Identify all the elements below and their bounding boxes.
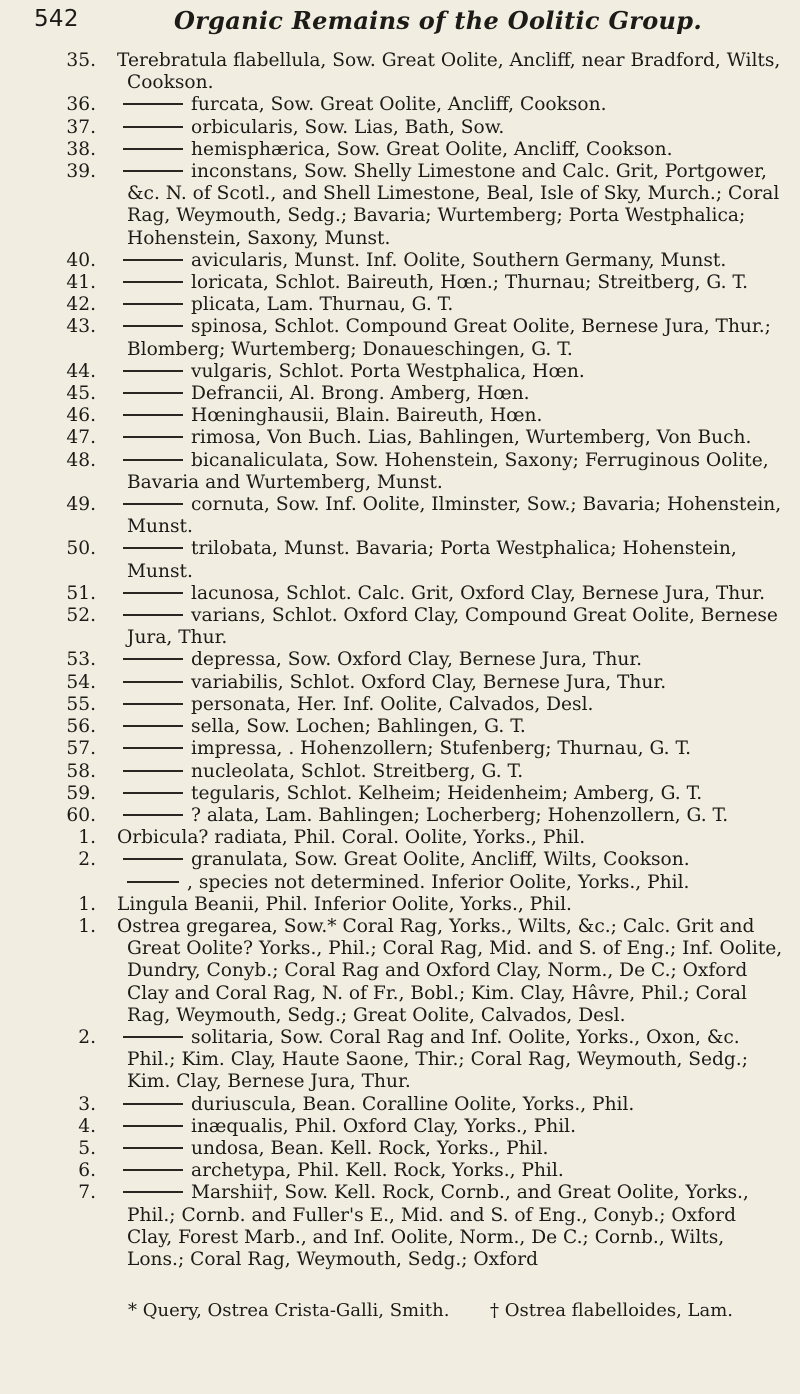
ditto-rule [123, 703, 183, 705]
entry-number: 7. [78, 1182, 96, 1204]
species-entry [0, 294, 784, 316]
ditto-rule [123, 259, 183, 261]
entry-text: Orbicula? radiata, Phil. Coral. Oolite, Yorks., Phil. [117, 827, 586, 849]
entry-text: Terebratula flabellula, Sow. Great Oolite, Ancliff, near Bradford, Wilts, Cookson. [117, 50, 781, 94]
species-entry [0, 117, 784, 139]
entry-number: 37. [66, 116, 96, 138]
species-entry [0, 849, 784, 871]
species-entry [0, 494, 784, 538]
entry-text: cornuta, Sow. Inf. Oolite, Ilminster, Sow.; Bavaria; Hohenstein, Munst. [127, 494, 782, 538]
species-entry [0, 583, 784, 605]
species-entry [0, 694, 784, 716]
entry-text: granulata, Sow. Great Oolite, Ancliff, Wilts, Cookson. [191, 849, 690, 871]
species-entry [0, 1182, 784, 1271]
species-entry [0, 605, 784, 649]
species-entry [0, 1116, 784, 1138]
ditto-rule [123, 459, 183, 461]
ditto-rule [127, 881, 179, 883]
entry-text: duriuscula, Bean. Coralline Oolite, Yorks., Phil. [191, 1093, 635, 1115]
species-entry [0, 649, 784, 671]
species-entry [0, 827, 784, 849]
species-entry [0, 427, 784, 449]
entry-number: 4. [78, 1115, 96, 1137]
ditto-rule [123, 814, 183, 816]
entry-text: lacunosa, Schlot. Calc. Grit, Oxford Clay, Bernese Jura, Thur. [191, 582, 766, 604]
entry-number: 40. [66, 249, 96, 271]
entry-text: undosa, Bean. Kell. Rock, Yorks., Phil. [191, 1137, 549, 1159]
entry-text: Hœninghausii, Blain. Baireuth, Hœn. [191, 405, 543, 427]
entry-number: 45. [66, 383, 96, 405]
entry-text: Marshii†, Sow. Kell. Rock, Cornb., and Great Oolite, Yorks., Phil.; Cornb. and Fuller's E., Mid. and S. of Eng., Conyb.; Oxford Clay, Forest Marb., and Inf. Oolite, Norm., De C.; Cornb., Wilts, Lons.; Coral Rag, Weymouth, Sedg.; Oxford [127, 1182, 749, 1270]
ditto-rule [123, 792, 183, 794]
ditto-rule [123, 170, 183, 172]
entry-text: plicata, Lam. Thurnau, G. T. [191, 294, 454, 316]
species-entry [0, 716, 784, 738]
ditto-rule [123, 436, 183, 438]
entry-text: variabilis, Schlot. Oxford Clay, Bernese Jura, Thur. [191, 671, 667, 693]
species-entry [0, 361, 784, 383]
entry-text: nucleolata, Schlot. Streitberg, G. T. [191, 760, 524, 782]
ditto-rule [123, 370, 183, 372]
footnote-1: * Query, Ostrea Crista-Galli, Smith. [128, 1300, 450, 1321]
ditto-rule [123, 103, 183, 105]
entry-number: 48. [66, 449, 96, 471]
entry-number: 59. [66, 782, 96, 804]
species-entry [0, 872, 784, 894]
ditto-rule [123, 414, 183, 416]
entry-text: loricata, Schlot. Baireuth, Hœn.; Thurnau; Streitberg, G. T. [191, 272, 748, 294]
entry-text: depressa, Sow. Oxford Clay, Bernese Jura, Thur. [191, 649, 643, 671]
species-entry [0, 1027, 784, 1094]
ditto-rule [123, 126, 183, 128]
species-entry [0, 272, 784, 294]
entry-number: 54. [66, 671, 96, 693]
species-entry [0, 316, 784, 360]
species-entry [0, 672, 784, 694]
entry-number: 2. [78, 849, 96, 871]
entry-text: inconstans, Sow. Shelly Limestone and Calc. Grit, Portgower, &c. N. of Scotl., and Shell Limestone, Beal, Isle of Sky, Murch.; Coral Rag, Weymouth, Sedg.; Bavaria; Wurtemberg; Porta Westphalica; Hohenstein, Saxony, Munst. [127, 161, 780, 249]
entry-text: orbicularis, Sow. Lias, Bath, Sow. [191, 116, 505, 138]
ditto-rule [123, 392, 183, 394]
entry-number: 51. [66, 582, 96, 604]
species-entry [0, 94, 784, 116]
entry-number: 1. [78, 827, 96, 849]
ditto-rule [123, 747, 183, 749]
ditto-rule [123, 858, 183, 860]
ditto-rule [123, 1147, 183, 1149]
entry-text: sella, Sow. Lochen; Bahlingen, G. T. [191, 716, 526, 738]
ditto-rule [123, 681, 183, 683]
entry-number: 39. [66, 161, 96, 183]
entry-number: 3. [78, 1093, 96, 1115]
entry-number: 5. [78, 1137, 96, 1159]
entry-number: 56. [66, 716, 96, 738]
running-title: Organic Remains of the Oolitic Group. [174, 6, 703, 35]
entry-text: rimosa, Von Buch. Lias, Bahlingen, Wurtemberg, Von Buch. [191, 427, 752, 449]
species-entry [0, 738, 784, 760]
entry-text: archetypa, Phil. Kell. Rock, Yorks., Phil. [191, 1160, 564, 1182]
species-entry [0, 1160, 784, 1182]
ditto-rule [123, 1169, 183, 1171]
ditto-rule [123, 547, 183, 549]
entry-text: varians, Schlot. Oxford Clay, Compound Great Oolite, Bernese Jura, Thur. [127, 605, 778, 649]
species-entry [0, 161, 784, 250]
entry-number: 47. [66, 427, 96, 449]
entry-number: 53. [66, 649, 96, 671]
species-entry [0, 894, 784, 916]
entry-number: 1. [78, 893, 96, 915]
entry-text: impressa, . Hohenzollern; Stufenberg; Thurnau, G. T. [191, 738, 692, 760]
entry-number: 43. [66, 316, 96, 338]
species-entry [0, 383, 784, 405]
entry-text: tegularis, Schlot. Kelheim; Heidenheim; Amberg, G. T. [191, 782, 703, 804]
ditto-rule [123, 503, 183, 505]
species-entry [0, 405, 784, 427]
footnote-2: † Ostrea flabelloides, Lam. [490, 1300, 734, 1321]
ditto-rule [123, 148, 183, 150]
ditto-rule [123, 658, 183, 660]
species-entry [0, 139, 784, 161]
entry-number: 57. [66, 738, 96, 760]
species-list [0, 50, 784, 1271]
entry-number: 2. [78, 1026, 96, 1048]
entry-number: 52. [66, 605, 96, 627]
entry-text: Defrancii, Al. Brong. Amberg, Hœn. [191, 383, 530, 405]
ditto-rule [123, 770, 183, 772]
species-entry [0, 50, 784, 94]
entry-text: Ostrea gregarea, Sow.* Coral Rag, Yorks., Wilts, &c.; Calc. Grit and Great Oolite? Yorks., Phil.; Coral Rag, Mid. and S. of Eng.; Inf. Oolite, Dundry, Conyb.; Coral Rag and Oxford Clay, Norm., De C.; Oxford Clay and Coral Rag, N. of Fr., Bobl.; Kim. Clay, Hâvre, Phil.; Coral Rag, Weymouth, Sedg.; Great Oolite, Calvados, Desl. [117, 915, 783, 1026]
entry-number: 35. [66, 50, 96, 71]
entry-number: 6. [78, 1160, 96, 1182]
entry-text: spinosa, Schlot. Compound Great Oolite, Bernese Jura, Thur.; Blomberg; Wurtemberg; Donaueschingen, G. T. [127, 316, 771, 360]
entry-number: 38. [66, 138, 96, 160]
ditto-rule [123, 614, 183, 616]
entry-text: solitaria, Sow. Coral Rag and Inf. Oolite, Yorks., Oxon, &c. Phil.; Kim. Clay, Haute Saone, Thir.; Coral Rag, Weymouth, Sedg.; Kim. Clay, Bernese Jura, Thur. [127, 1026, 748, 1093]
entry-text: trilobata, Munst. Bavaria; Porta Westphalica; Hohenstein, Munst. [127, 538, 737, 582]
entry-number: 50. [66, 538, 96, 560]
entry-text: bicanaliculata, Sow. Hohenstein, Saxony; Ferruginous Oolite, Bavaria and Wurtemberg, Munst. [127, 449, 769, 493]
entry-text: hemisphærica, Sow. Great Oolite, Ancliff, Cookson. [191, 138, 673, 160]
page-header [34, 6, 780, 44]
entry-text: personata, Her. Inf. Oolite, Calvados, Desl. [191, 693, 594, 715]
species-entry [0, 1094, 784, 1116]
entry-number: 1. [78, 915, 96, 937]
ditto-rule [123, 1125, 183, 1127]
species-entry [0, 916, 784, 1027]
ditto-rule [123, 303, 183, 305]
entry-text: Lingula Beanii, Phil. Inferior Oolite, Yorks., Phil. [117, 893, 572, 915]
entry-number: 36. [66, 94, 96, 116]
ditto-rule [123, 592, 183, 594]
entry-text: furcata, Sow. Great Oolite, Ancliff, Cookson. [191, 94, 607, 116]
species-entry [0, 250, 784, 272]
entry-text: avicularis, Munst. Inf. Oolite, Southern Germany, Munst. [191, 249, 727, 271]
species-entry [0, 783, 784, 805]
species-entry [0, 538, 784, 582]
entry-number: 44. [66, 360, 96, 382]
entry-number: 49. [66, 494, 96, 516]
page-number: 542 [34, 6, 79, 32]
species-entry [0, 1138, 784, 1160]
species-entry [0, 450, 784, 494]
ditto-rule [123, 1191, 183, 1193]
footnotes [128, 1300, 780, 1321]
species-entry [0, 805, 784, 827]
entry-number: 42. [66, 294, 96, 316]
species-entry [0, 761, 784, 783]
entry-number: 41. [66, 272, 96, 294]
entry-text: vulgaris, Schlot. Porta Westphalica, Hœn. [191, 360, 585, 382]
entry-text: ? alata, Lam. Bahlingen; Locherberg; Hohenzollern, G. T. [191, 804, 729, 826]
entry-text: inæqualis, Phil. Oxford Clay, Yorks., Phil. [191, 1115, 577, 1137]
ditto-rule [123, 725, 183, 727]
ditto-rule [123, 1103, 183, 1105]
entry-number: 46. [66, 405, 96, 427]
ditto-rule [123, 325, 183, 327]
entry-text: , species not determined. Inferior Oolite, Yorks., Phil. [187, 871, 690, 893]
entry-number: 60. [66, 804, 96, 826]
ditto-rule [123, 281, 183, 283]
entry-number: 55. [66, 693, 96, 715]
ditto-rule [123, 1036, 183, 1038]
entry-number: 58. [66, 760, 96, 782]
